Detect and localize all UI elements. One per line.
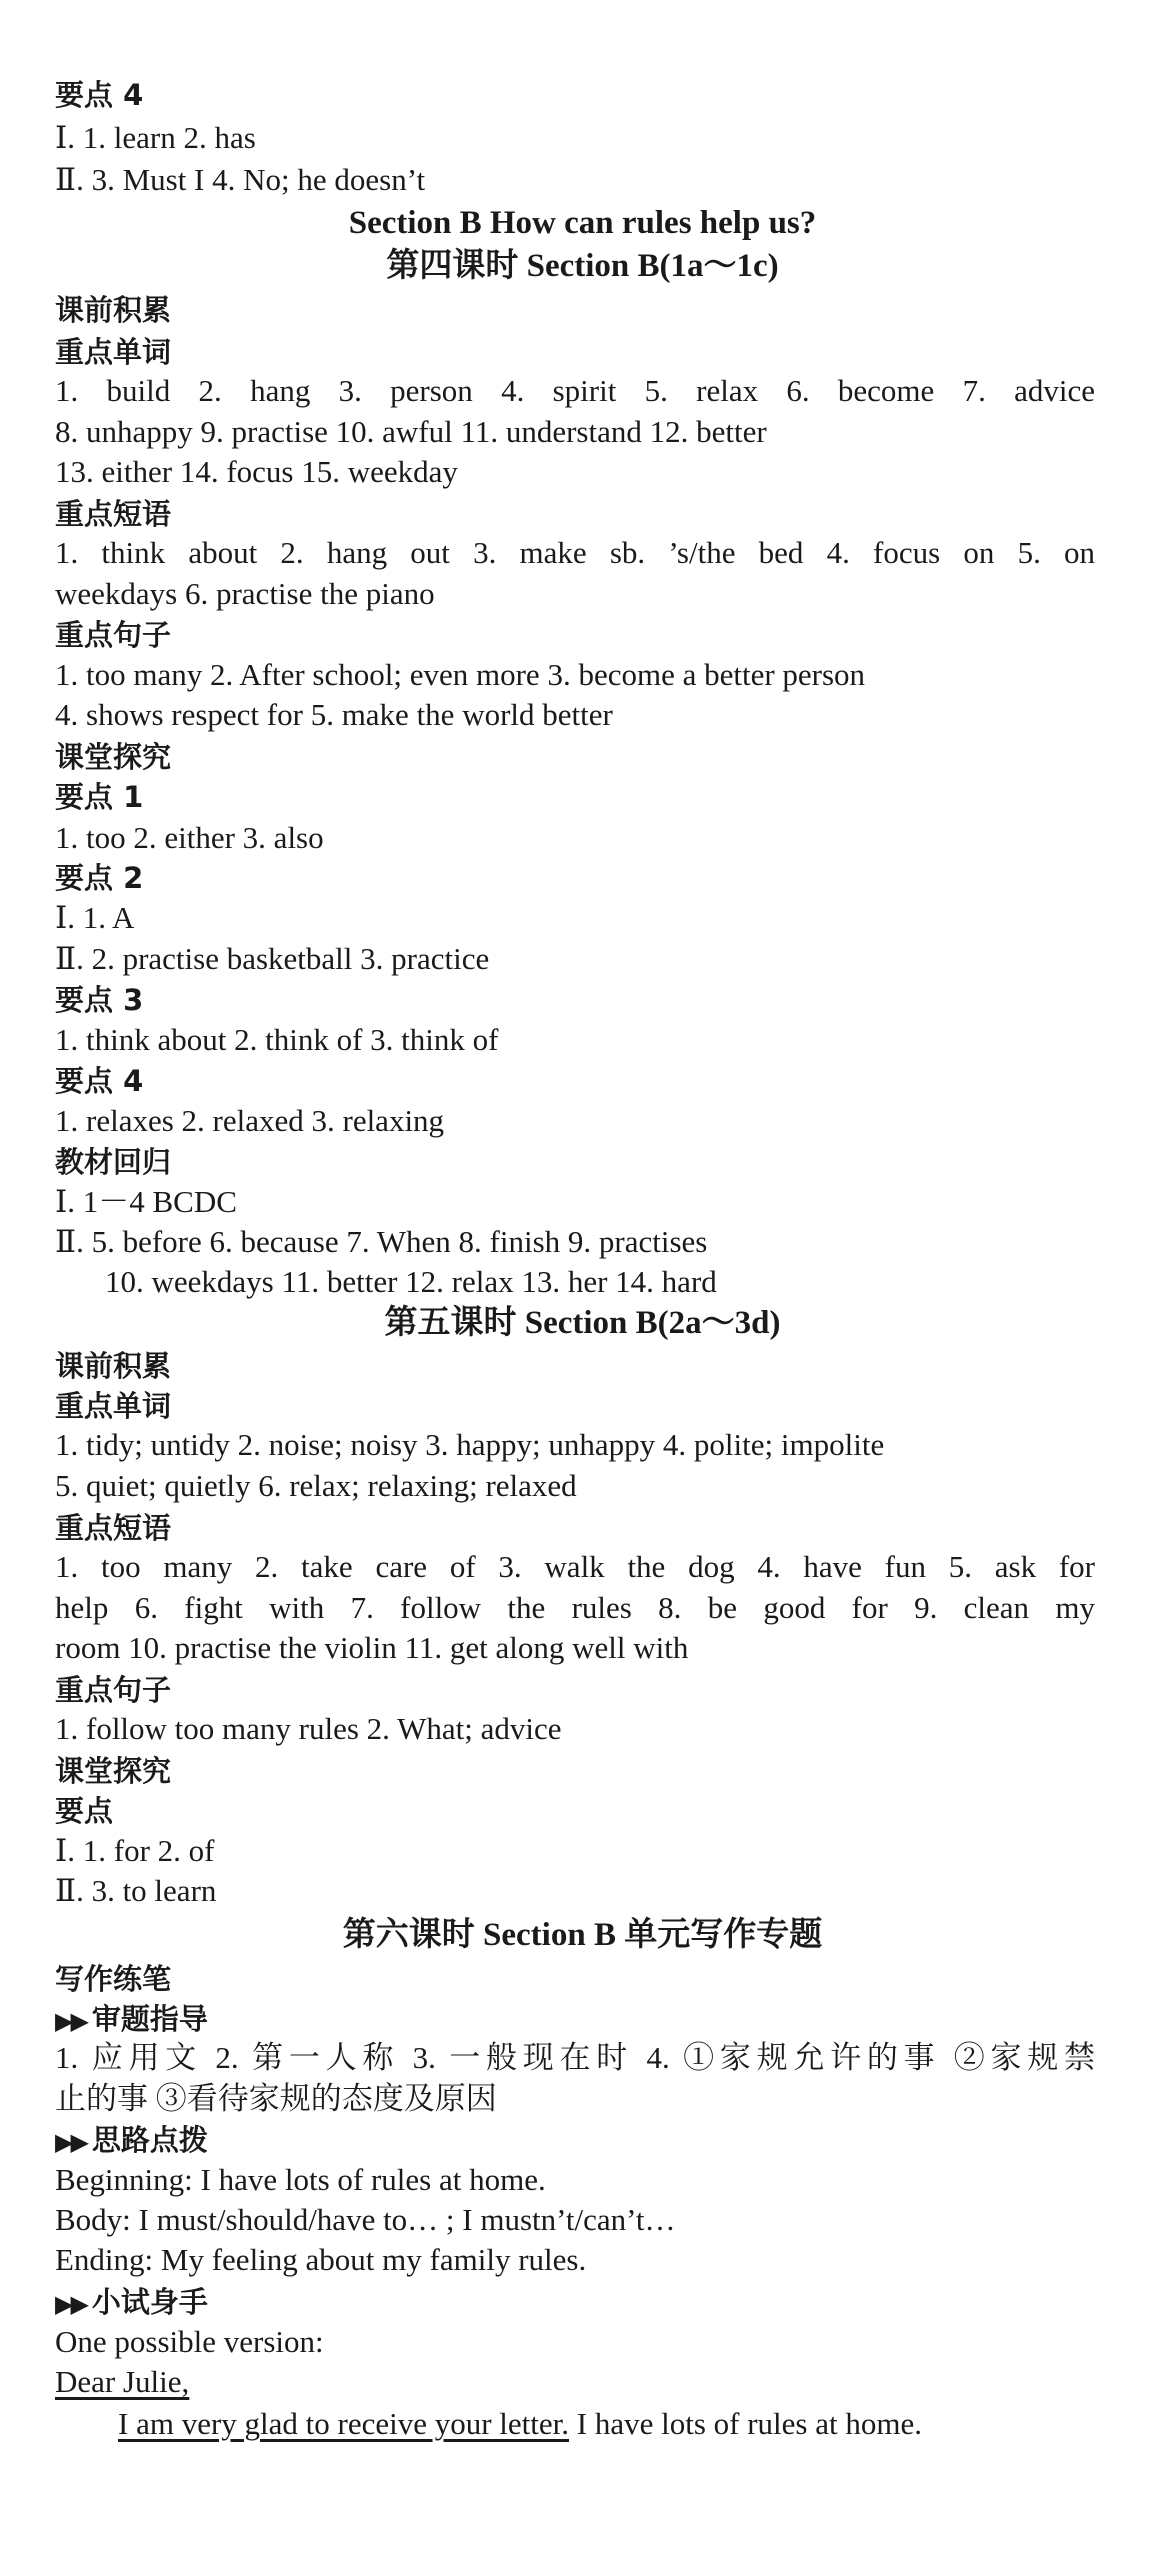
heading-preview: 课前积累 [55, 1349, 172, 1383]
answer-line: Ending: My feeling about my family rules. [55, 2242, 587, 2277]
letter-greeting: Dear Julie, [55, 2364, 190, 2399]
answer-line: Ⅰ. 1. for 2. of [55, 1833, 215, 1868]
answer-line: Ⅱ. 3. Must I 4. No; he doesn’t [55, 162, 426, 197]
heading-key-words: 重点单词 [55, 335, 172, 369]
answer-line: 1. too many 2. After school; even more 3. become a better person [55, 657, 866, 692]
heading-key-sentences: 重点句子 [55, 1673, 172, 1707]
heading-key-phrases: 重点短语 [55, 497, 172, 531]
answer-line: help 6. fight with 7. follow the rules 8. be good for 9. clean my [55, 1590, 1095, 1625]
letter-first-line: I am very glad to receive your letter. I have lots of rules at home. [118, 2406, 922, 2441]
answer-line: 13. either 14. focus 15. weekday [55, 454, 458, 489]
heading-preview: 课前积累 [55, 293, 172, 327]
heading-classroom: 课堂探究 [55, 740, 172, 774]
heading-textbook-review: 教材回归 [55, 1145, 172, 1179]
answer-line: 4. shows respect for 5. make the world better [55, 697, 613, 732]
answer-line: 1. build 2. hang 3. person 4. spirit 5. relax 6. become 7. advice [55, 373, 1095, 408]
answer-line: 1. too many 2. take care of 3. walk the dog 4. have fun 5. ask for [55, 1549, 1095, 1584]
answer-line: 1. relaxes 2. relaxed 3. relaxing [55, 1103, 445, 1138]
answer-line: 1. think about 2. hang out 3. make sb. ’s/the bed 4. focus on 5. on [55, 535, 1095, 570]
heading-key-point-4: 要点 4 [55, 78, 144, 112]
answer-line: Body: I must/should/have to… ; I mustn’t/can’t… [55, 2202, 676, 2237]
answer-line: Beginning: I have lots of rules at home. [55, 2162, 546, 2197]
answer-line: 止的事 ③看待家规的态度及原因 [55, 2081, 497, 2116]
answer-line: 10. weekdays 11. better 12. relax 13. her 14. hard [105, 1264, 717, 1299]
lesson-title-6: 第六课时 Section B 单元写作专题 [342, 1917, 823, 1953]
answer-line: One possible version: [55, 2324, 324, 2359]
double-arrow-icon: ▶▶ [55, 2290, 86, 2318]
heading-key-words: 重点单词 [55, 1389, 172, 1423]
heading-key-point-2: 要点 2 [55, 861, 144, 895]
double-arrow-icon: ▶▶ [55, 2007, 86, 2035]
underlined-sentence: I am very glad to receive your letter. [118, 2406, 570, 2441]
answer-line: 1. tidy; untidy 2. noise; noisy 3. happy; unhappy 4. polite; impolite [55, 1427, 885, 1462]
answer-line: Ⅰ. 1. A [55, 900, 135, 935]
answer-line: 1. 应用文 2. 第一人称 3. 一般现在时 4. ①家规允许的事 ②家规禁 [55, 2040, 1095, 2075]
heading-key-sentences: 重点句子 [55, 618, 172, 652]
answer-line: 8. unhappy 9. practise 10. awful 11. understand 12. better [55, 414, 767, 449]
answer-line: Ⅱ. 2. practise basketball 3. practice [55, 941, 490, 976]
lesson-title-5: 第五课时 Section B(2a～3d) [384, 1305, 781, 1341]
answer-line: Ⅱ. 3. to learn [55, 1873, 217, 1908]
heading-idea-guide: ▶▶ 思路点拨 [55, 2123, 208, 2157]
heading-try-it: ▶▶ 小试身手 [55, 2285, 208, 2319]
heading-writing-practice: 写作练笔 [55, 1962, 172, 1996]
answer-line: weekdays 6. practise the piano [55, 576, 435, 611]
section-title: Section B How can rules help us? [348, 205, 817, 241]
answer-line: Ⅰ. 1－4 BCDC [55, 1184, 237, 1219]
double-arrow-icon: ▶▶ [55, 2128, 86, 2156]
answer-line: 5. quiet; quietly 6. relax; relaxing; relaxed [55, 1468, 577, 1503]
answer-line: room 10. practise the violin 11. get along well with [55, 1630, 689, 1665]
heading-key-point-4: 要点 4 [55, 1064, 144, 1098]
answer-line: 1. think about 2. think of 3. think of [55, 1022, 499, 1057]
heading-key-point-1: 要点 1 [55, 780, 144, 814]
answer-line: Ⅱ. 5. before 6. because 7. When 8. finish 9. practises [55, 1224, 708, 1259]
heading-key-point: 要点 [55, 1794, 114, 1828]
answer-line: 1. too 2. either 3. also [55, 820, 324, 855]
answer-line: 1. follow too many rules 2. What; advice [55, 1711, 562, 1746]
lesson-title-4: 第四课时 Section B(1a～1c) [386, 248, 779, 284]
heading-task-analysis: ▶▶ 审题指导 [55, 2002, 208, 2036]
heading-classroom: 课堂探究 [55, 1754, 172, 1788]
heading-key-point-3: 要点 3 [55, 983, 144, 1017]
heading-key-phrases: 重点短语 [55, 1511, 172, 1545]
answer-line: Ⅰ. 1. learn 2. has [55, 120, 256, 155]
